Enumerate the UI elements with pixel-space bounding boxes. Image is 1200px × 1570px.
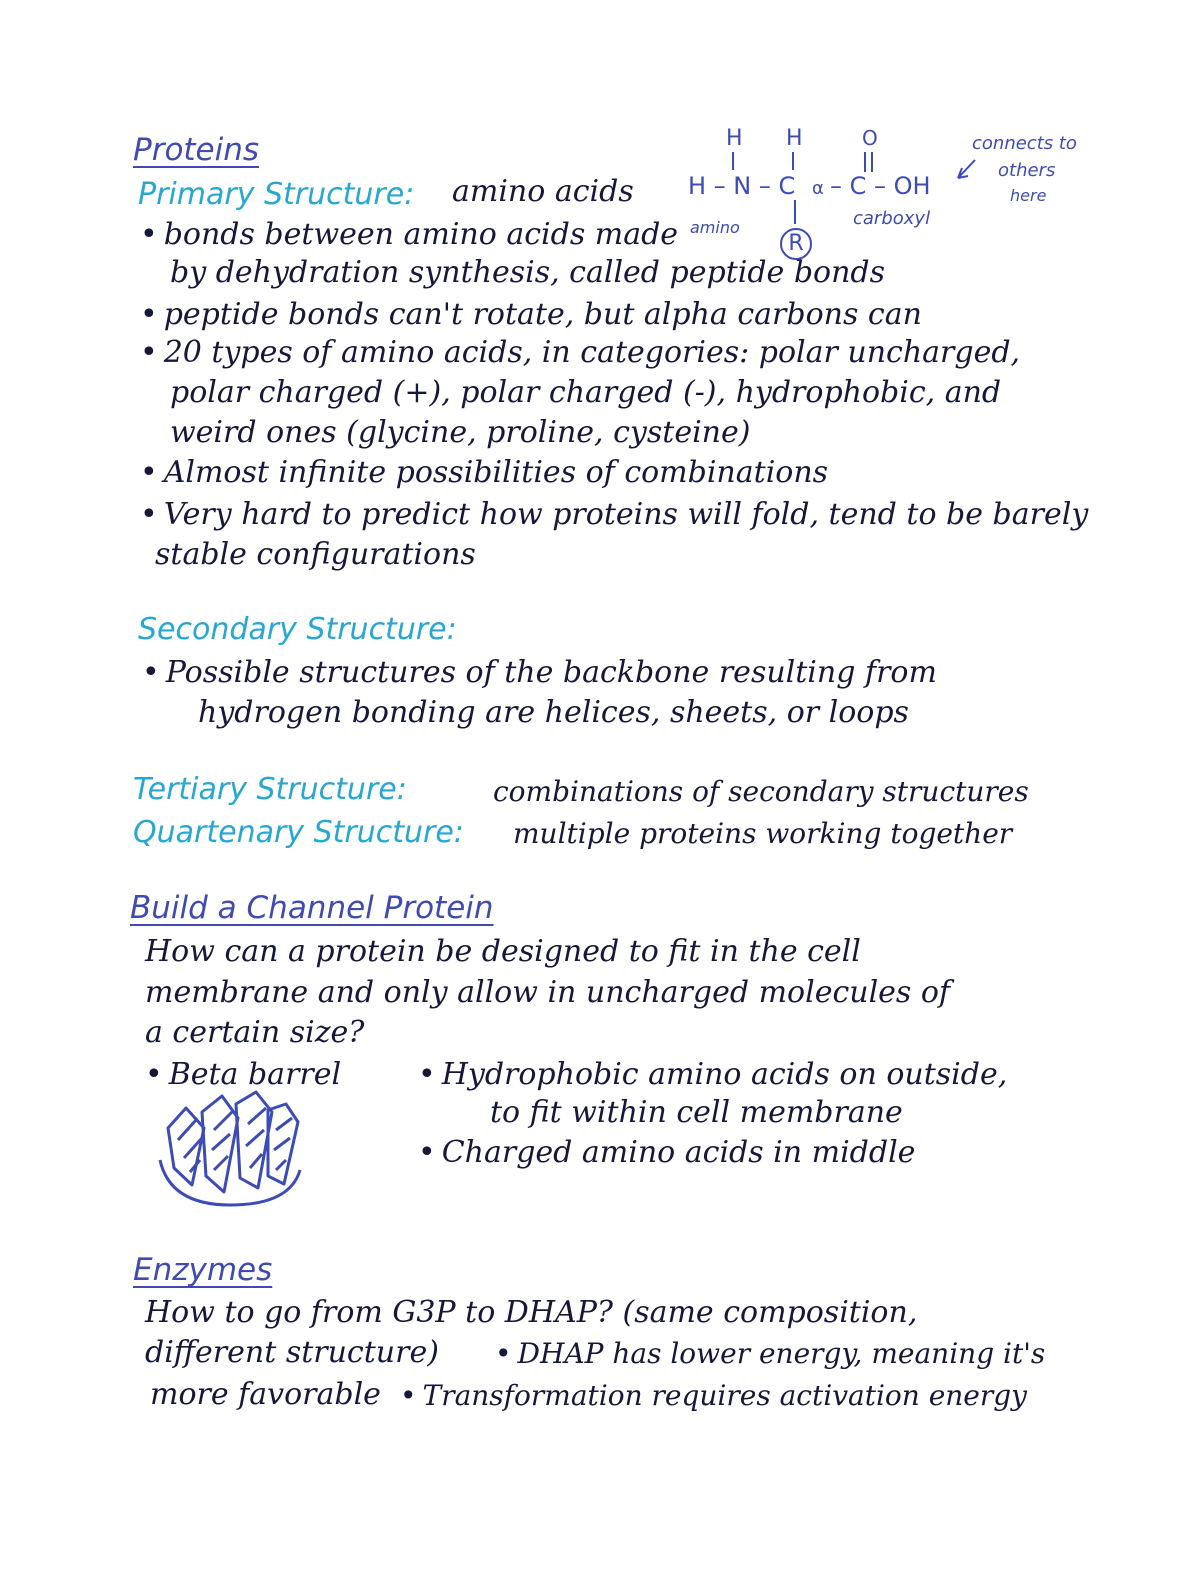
secondary-bullet-line-2: hydrogen bonding are helices, sheets, or loops	[198, 695, 909, 730]
channel-question-line-1: How can a protein be designed to fit in the cell	[145, 934, 861, 969]
primary-bullet-1-line-2: by dehydration synthesis, called peptide bonds	[170, 255, 886, 290]
diagram-carboxyl-group: – C – OH	[830, 172, 931, 200]
diagram-o-top: O	[862, 126, 878, 150]
channel-right-bullet-2: • Charged amino acids in middle	[418, 1138, 915, 1168]
diagram-alpha: α	[812, 178, 824, 199]
secondary-structure-label: Secondary Structure:	[138, 612, 457, 647]
quaternary-structure-label: Quartenary Structure:	[133, 815, 464, 850]
enzymes-bullet-transformation: • Transformation requires activation energy	[400, 1382, 1027, 1410]
primary-bullet-5-line-2: stable configurations	[155, 537, 476, 572]
channel-protein-heading: Build a Channel Protein	[130, 890, 494, 926]
diagram-note-line-2: others	[998, 160, 1056, 181]
channel-right-bullet-1-line-2: to fit within cell membrane	[490, 1095, 903, 1130]
diagram-carboxyl-label: carboxyl	[853, 208, 931, 229]
primary-bullet-3-line-3: weird ones (glycine, proline, cysteine)	[170, 415, 751, 450]
channel-right-bullet-1-line-1: • Hydrophobic amino acids on outside,	[418, 1060, 1007, 1090]
quaternary-structure-text: multiple proteins working together	[513, 817, 1013, 850]
diagram-chain: H – N – C	[688, 172, 796, 200]
proteins-heading: Proteins	[133, 132, 260, 168]
primary-bullet-3-line-2: polar charged (+), polar charged (-), hydrophobic, and	[170, 375, 1002, 410]
primary-structure-label: Primary Structure:	[138, 177, 415, 212]
secondary-bullet-line-1: • Possible structures of the backbone resulting from	[142, 658, 937, 688]
enzymes-line-3: more favorable	[150, 1377, 381, 1412]
primary-bullet-3-line-1: • 20 types of amino acids, in categories: polar uncharged,	[140, 338, 1020, 368]
channel-question-line-3: a certain size?	[145, 1015, 365, 1050]
diagram-r-group: R	[780, 228, 812, 260]
channel-question-line-2: membrane and only allow in uncharged molecules of	[145, 975, 951, 1010]
diagram-h-top-1: H	[726, 126, 743, 151]
diagram-h-top-2: H	[786, 126, 803, 151]
enzymes-heading: Enzymes	[133, 1252, 273, 1288]
enzymes-line-1: How to go from G3P to DHAP? (same composition,	[145, 1295, 918, 1330]
diagram-note-line-1: connects to	[972, 133, 1077, 154]
primary-bullet-5-line-1: • Very hard to predict how proteins will fold, tend to be barely	[140, 500, 1088, 530]
diagram-amino-label: amino	[690, 218, 740, 237]
enzymes-bullet-dhap: • DHAP has lower energy, meaning it's	[495, 1340, 1045, 1368]
diagram-note-line-3: here	[1010, 186, 1047, 205]
primary-bullet-4: • Almost infinite possibilities of combinations	[140, 458, 828, 488]
primary-structure-text: amino acids	[452, 174, 634, 209]
primary-bullet-1-line-1: • bonds between amino acids made	[140, 220, 678, 250]
tertiary-structure-text: combinations of secondary structures	[493, 775, 1029, 808]
enzymes-line-2: different structure)	[145, 1335, 439, 1370]
beta-barrel-bullet: • Beta barrel	[145, 1060, 341, 1090]
primary-bullet-2: • peptide bonds can't rotate, but alpha carbons can	[140, 300, 922, 330]
tertiary-structure-label: Tertiary Structure:	[133, 772, 407, 807]
